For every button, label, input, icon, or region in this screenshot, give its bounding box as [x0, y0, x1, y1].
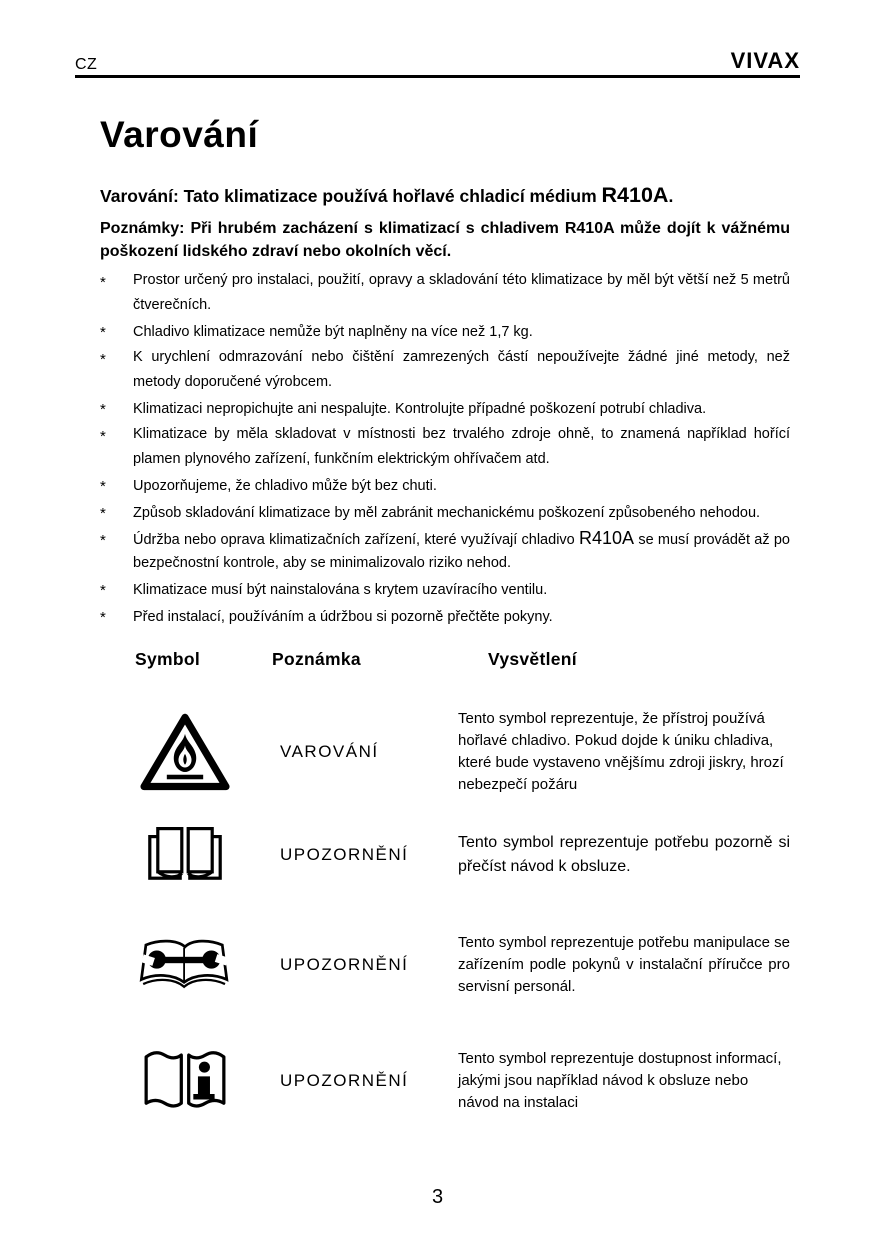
- list-item: [100, 423, 790, 471]
- list-item-text: [133, 269, 790, 317]
- list-item: [100, 319, 790, 344]
- list-item-segment: Klimatizaci nepropichujte ani nespalujte. Kontrolujte případné poškození potrubí chladiva.: [133, 401, 707, 417]
- flammable-warning-triangle-icon: [100, 712, 270, 792]
- list-item-segment: K urychlení odmrazování nebo čištění zamrezených částí nepoužívejte žádné jiné metody, než metody doporučené výrobcem.: [133, 349, 790, 390]
- bullet-marker: *: [100, 351, 106, 368]
- notes-paragraph: Poznámky: Při hrubém zacházení s klimatizací s chladivem R410A může dojít k vážnému poškození lidského zdraví nebo okolních věcí.: [100, 220, 790, 260]
- information-book-icon: [100, 1044, 270, 1118]
- bullet-marker: *: [100, 532, 106, 549]
- list-item-segment: Klimatizace by měla skladovat v místnosti bez trvalého zdroje ohně, to znamená například hořící plamen plynového zařízení, funkčním elektrickým ohřívačem atd.: [133, 426, 790, 467]
- list-item: [100, 604, 790, 629]
- column-header-note: Poznámka: [272, 649, 361, 669]
- list-item-text: [133, 577, 790, 602]
- list-item: [100, 396, 790, 421]
- bullet-marker: *: [100, 478, 106, 495]
- page-content: [100, 114, 790, 1118]
- table-row-note: VAROVÁNÍ: [280, 742, 379, 761]
- list-item-segment: Údržba nebo oprava klimatizačních zařízení, které využívají chladivo: [133, 532, 579, 548]
- list-item: [100, 346, 790, 394]
- warning-list: [100, 269, 790, 629]
- table-row-explanation: Tento symbol reprezentuje, že přístroj používá hořlavé chladivo. Pokud dojde k úniku chladiva, které bude vystaveno vnějšímu zdroji jiskry, hrozí nebezpečí požáru: [458, 710, 784, 793]
- bullet-marker: *: [100, 609, 106, 626]
- list-item-segment: Chladivo klimatizace nemůže být naplněny na více než 1,7 kg.: [133, 324, 533, 340]
- list-item-text: [133, 396, 790, 421]
- operation-manual-book-icon: [100, 822, 270, 888]
- warning-heading-period: .: [668, 186, 674, 206]
- bullet-marker: *: [100, 428, 106, 445]
- list-item-segment: Prostor určený pro instalaci, použití, opravy a skladování této klimatizace by měl být větší než 5 metrů čtverečních.: [133, 272, 790, 313]
- bullet-marker: *: [100, 324, 106, 341]
- list-item-text: [133, 604, 790, 629]
- symbol-table-header: [100, 649, 790, 670]
- column-header-explanation: Vysvětlení: [488, 649, 577, 669]
- list-item: [100, 527, 790, 575]
- column-header-symbol: Symbol: [135, 649, 201, 669]
- table-row: [100, 932, 790, 998]
- table-row-note: UPOZORNĚNÍ: [280, 1071, 409, 1090]
- list-item-segment: Způsob skladování klimatizace by měl zabránit mechanickému poškození způsobeného nehodou.: [133, 505, 761, 521]
- bullet-marker: *: [100, 582, 106, 599]
- service-manual-wrench-book-icon: [100, 934, 270, 996]
- warning-heading: [100, 183, 790, 208]
- list-item-segment: Upozorňujeme, že chladivo může být bez chuti.: [133, 478, 437, 494]
- list-item-text: [133, 473, 790, 498]
- bullet-marker: *: [100, 505, 106, 522]
- table-row: [100, 822, 790, 888]
- list-item: [100, 473, 790, 498]
- table-row-explanation: Tento symbol reprezentuje dostupnost informací, jakými jsou například návod k obsluze nebo návod na instalaci: [458, 1050, 782, 1111]
- list-item: [100, 500, 790, 525]
- list-item: [100, 577, 790, 602]
- list-item-text: [133, 527, 790, 575]
- page-number: 3: [431, 1186, 444, 1208]
- table-row-explanation: Tento symbol reprezentuje potřebu manipulace se zařízením podle pokynů v instalační příručce pro servisní personál.: [458, 934, 790, 995]
- list-item-segment: Před instalací, používáním a údržbou si pozorně přečtěte pokyny.: [133, 609, 553, 625]
- refrigerant-label: R410A: [579, 528, 635, 548]
- bullet-marker: *: [100, 401, 106, 418]
- table-row-explanation: Tento symbol reprezentuje potřebu pozorně si přečíst návod k obsluze.: [458, 834, 790, 875]
- list-item-text: [133, 423, 790, 471]
- brand-logo: VIVAX: [730, 48, 800, 73]
- table-row-note: UPOZORNĚNÍ: [280, 845, 409, 864]
- list-item-segment: Klimatizace musí být nainstalována s krytem uzavíracího ventilu.: [133, 582, 548, 598]
- list-item: [100, 269, 790, 317]
- bullet-marker: *: [100, 274, 106, 291]
- table-row-note: UPOZORNĚNÍ: [280, 955, 409, 974]
- warning-heading-text: Varování: Tato klimatizace používá hořlavé chladicí médium: [100, 186, 602, 206]
- page-title: Varování: [100, 114, 259, 155]
- language-code: CZ: [75, 56, 98, 73]
- list-item-text: [133, 346, 790, 394]
- symbol-table: [100, 649, 790, 1118]
- table-row: [100, 1044, 790, 1118]
- table-row: [100, 708, 790, 796]
- refrigerant-label: R410A: [601, 183, 669, 207]
- list-item-segment: se musí provádět až po bezpečnostní kontrole, aby se minimalizovalo riziko nehod.: [133, 532, 790, 571]
- page-header: [75, 48, 800, 78]
- list-item-text: [133, 500, 790, 525]
- list-item-text: [133, 319, 790, 344]
